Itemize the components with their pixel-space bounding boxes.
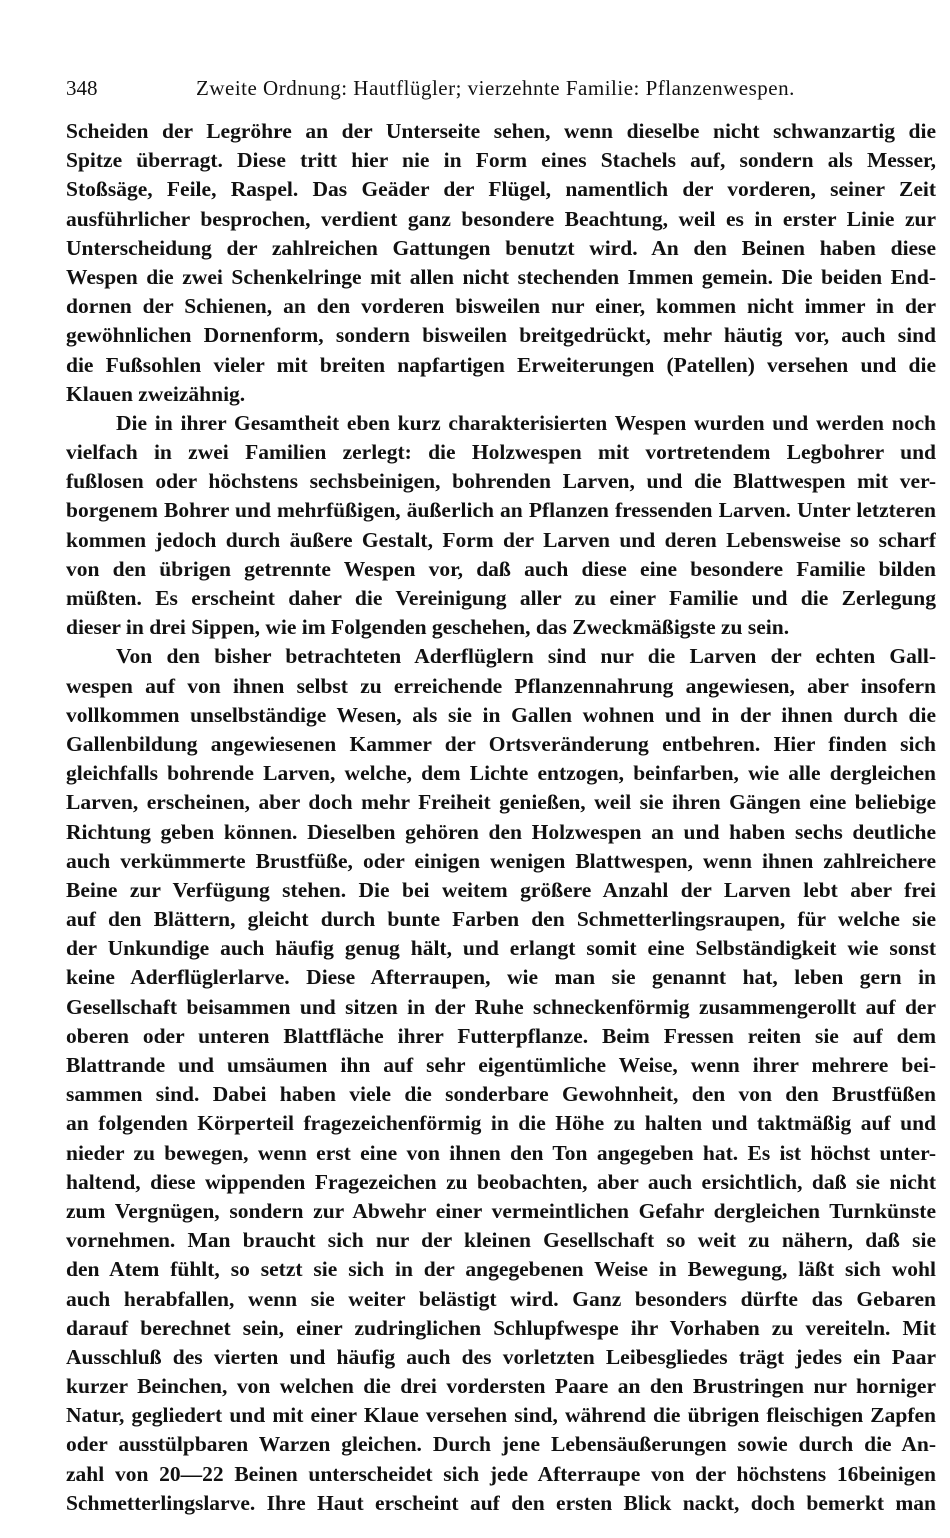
text-line: keine Aderflüglerlarve. Diese Afterraupen, wie man sie genannt hat, leben gern in bbox=[66, 965, 936, 990]
text-line: Wespen die zwei Schenkelringe mit allen nicht stechenden Immen gemein. Die beiden End- bbox=[66, 264, 936, 289]
text-line: Natur, gegliedert und mit einer Klaue versehen sind, während die übrigen fleischigen Zapfen bbox=[66, 1403, 936, 1428]
text-line: Unterscheidung der zahlreichen Gattungen benutzt wird. An den Beinen haben diese bbox=[66, 235, 936, 260]
text-line: borgenem Bohrer und mehrfüßigen, äußerlich an Pflanzen fressenden Larven. Unter letzteren bbox=[66, 498, 936, 523]
text-line: auch verkümmerte Brustfüße, oder einigen wenigen Blattwespen, wenn ihnen zahlreichere bbox=[66, 848, 936, 873]
text-line: vornehmen. Man braucht sich nur der kleinen Gesellschaft so weit zu nähern, daß sie bbox=[66, 1228, 936, 1253]
text-line: haltend, diese wippenden Fragezeichen zu beobachten, aber auch ersichtlich, daß sie nicht bbox=[66, 1169, 936, 1194]
text-line: zahl von 20—22 Beinen unterscheidet sich jede Afterraupe von der höchstens 16beinigen bbox=[66, 1461, 936, 1486]
text-line: kurzer Beinchen, von welchen die drei vordersten Paare an den Brustringen nur horniger bbox=[66, 1374, 936, 1399]
text-line: dornen der Schienen, an den vorderen bisweilen nur einer, kommen nicht immer in der bbox=[66, 294, 936, 319]
text-line: wespen auf von ihnen selbst zu erreichende Pflanzennahrung angewiesen, aber insofern bbox=[66, 673, 936, 698]
text-line: der Unkundige auch häufig genug hält, und erlangt somit eine Selbständigkeit wie sonst bbox=[66, 936, 936, 961]
text-line: von den übrigen getrennte Wespen vor, daß auch diese eine besondere Familie bilden bbox=[66, 556, 936, 581]
running-title: Zweite Ordnung: Hautflügler; vierzehnte Familie: Pflanzenwespen. bbox=[196, 76, 795, 100]
page-header bbox=[66, 76, 936, 106]
text-line: Stoßsäge, Feile, Raspel. Das Geäder der Flügel, namentlich der vorderen, seiner Zeit bbox=[66, 177, 936, 202]
text-line: Ausschluß des vierten und häufig auch des vorletzten Leibesgliedes trägt jedes ein Paar bbox=[66, 1344, 936, 1369]
text-line: Spitze überragt. Diese tritt hier nie in Form eines Stachels auf, sondern als Messer, bbox=[66, 148, 936, 173]
text-line: auch herabfallen, wenn sie weiter belästigt wird. Ganz besonders dürfte das Gebaren bbox=[66, 1286, 936, 1311]
text-line: Gallenbildung angewiesenen Kammer der Ortsveränderung entbehren. Hier finden sich bbox=[66, 731, 936, 756]
text-line: vielfach in zwei Familien zerlegt: die Holzwespen mit vortretendem Legbohrer und bbox=[66, 440, 936, 465]
text-line: an folgenden Körperteil fragezeichenförmig in die Höhe zu halten und taktmäßig auf und bbox=[66, 1111, 936, 1136]
text-line: Schmetterlingslarve. Ihre Haut erscheint auf den ersten Blick nackt, doch bemerkt man bbox=[66, 1490, 936, 1515]
text-line: fußlosen oder höchstens sechsbeinigen, bohrenden Larven, und die Blattwespen mit ver- bbox=[66, 469, 936, 494]
text-line: Klauen zweizähnig. bbox=[66, 381, 246, 406]
text-line: gewöhnlichen Dornenform, sondern bisweilen breitgedrückt, mehr häutig vor, auch sind bbox=[66, 323, 936, 348]
text-line: Richtung geben können. Dieselben gehören den Holzwespen an und haben sechs deutliche bbox=[66, 819, 936, 844]
paragraph bbox=[66, 117, 936, 409]
text-line: kommen jedoch durch äußere Gestalt, Form der Larven und deren Lebensweise so scharf bbox=[66, 527, 936, 552]
page-number: 348 bbox=[66, 76, 98, 100]
paragraph bbox=[66, 409, 936, 643]
text-line: vollkommen unselbständige Wesen, als sie in Gallen wohnen und in der ihnen durch die bbox=[66, 702, 936, 727]
text-line: zum Vergnügen, sondern zur Abwehr einer vermeintlichen Gefahr dergleichen Turnkünste bbox=[66, 1198, 936, 1223]
text-line: Larven, erscheinen, aber doch mehr Freiheit genießen, weil sie ihren Gängen eine beliebige bbox=[66, 790, 936, 815]
text-line: oder ausstülpbaren Warzen gleichen. Durch jene Lebensäußerungen sowie durch die An- bbox=[66, 1432, 936, 1457]
text-line: Gesellschaft beisammen und sitzen in der Ruhe schneckenförmig zusammengerollt auf der bbox=[66, 994, 936, 1019]
text-line: sammen sind. Dabei haben viele die sonderbare Gewohnheit, den von den Brustfüßen bbox=[66, 1082, 936, 1107]
text-line: nieder zu bewegen, wenn erst eine von ihnen den Ton angegeben hat. Es ist höchst unter- bbox=[66, 1140, 936, 1165]
text-line: Die in ihrer Gesamtheit eben kurz charakterisierten Wespen wurden und werden noch bbox=[116, 410, 936, 435]
text-line: Beine zur Verfügung stehen. Die bei weitem größere Anzahl der Larven lebt aber frei bbox=[66, 877, 936, 902]
body-text bbox=[66, 117, 936, 1518]
text-line: dieser in drei Sippen, wie im Folgenden geschehen, das Zweckmäßigste zu sein. bbox=[66, 615, 790, 640]
text-line: ausführlicher besprochen, verdient ganz besondere Beachtung, weil es in erster Linie zur bbox=[66, 206, 936, 231]
text-line: Blattrande und umsäumen ihn auf sehr eigentümliche Weise, wenn ihrer mehrere bei- bbox=[66, 1053, 936, 1077]
text-line: die Fußsohlen vieler mit breiten napfartigen Erweiterungen (Patellen) versehen und die bbox=[66, 352, 936, 377]
text-line: auf den Blättern, gleicht durch bunte Farben den Schmetterlingsraupen, für welche sie bbox=[66, 907, 936, 932]
text-line: Scheiden der Legröhre an der Unterseite sehen, wenn dieselbe nicht schwanzartig die bbox=[66, 119, 936, 143]
text-line: Von den bisher betrachteten Aderflüglern sind nur die Larven der echten Gall- bbox=[116, 644, 936, 669]
text-line: oberen oder unteren Blattfläche ihrer Futterpflanze. Beim Fressen reiten sie auf dem bbox=[66, 1023, 936, 1048]
text-line: müßten. Es erscheint daher die Vereinigung aller zu einer Familie und die Zerlegung bbox=[66, 586, 936, 610]
text-line: den Atem fühlt, so setzt sie sich in der angegebenen Weise in Bewegung, läßt sich wohl bbox=[66, 1257, 936, 1282]
text-line: gleichfalls bohrende Larven, welche, dem Lichte entzogen, beinfarben, wie alle dergleichen bbox=[66, 761, 936, 786]
paragraph bbox=[66, 642, 936, 1518]
text-line: darauf berechnet sein, einer zudringlichen Schlupfwespe ihr Vorhaben zu vereiteln. Mit bbox=[66, 1315, 936, 1340]
